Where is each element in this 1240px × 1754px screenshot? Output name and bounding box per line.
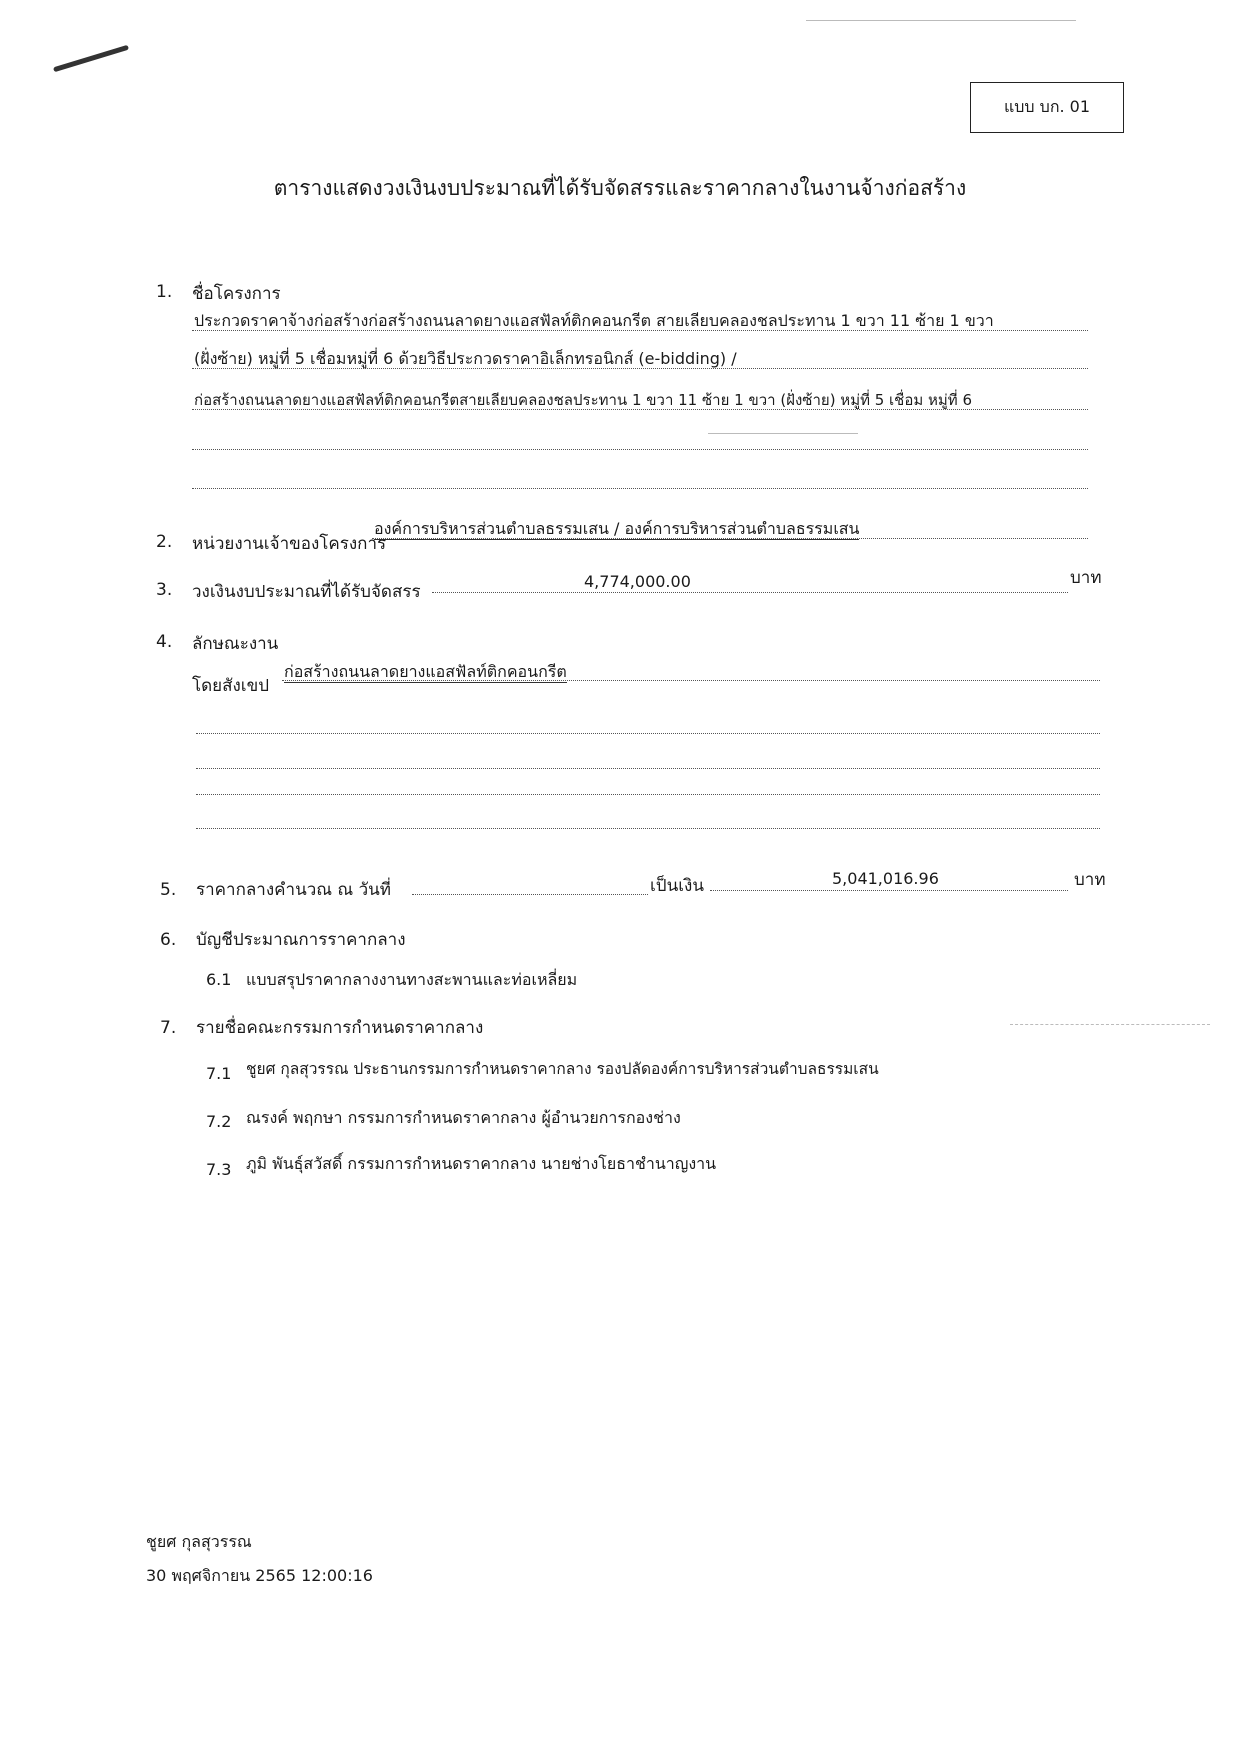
section-7-label: รายชื่อคณะกรรมการกำหนดราคากลาง [196,1018,484,1038]
committee-member: ชูยศ กุลสุวรรณ ประธานกรรมการกำหนดราคากลาง รองปลัดองค์การบริหารส่วนตำบลธรรมเสน [246,1060,879,1078]
work-summary-value: ก่อสร้างถนนลาดยางแอสฟัลท์ติกคอนกรีต [284,662,567,681]
form-code-box [970,82,1124,133]
section-4-number: 4. [156,632,173,652]
section-3-number: 3. [156,580,173,600]
summary-sub-label: โดยสังเขป [192,676,270,696]
scan-artifact-line [708,433,858,434]
estimate-item-text: แบบสรุปราคากลางงานทางสะพานและท่อเหลี่ยม [246,970,578,989]
section-3-label: วงเงินงบประมาณที่ได้รับจัดสรร [192,582,421,602]
section-1-label: ชื่อโครงการ [192,284,281,304]
project-name-line-1: ประกวดราคาจ้างก่อสร้างก่อสร้างถนนลาดยางแอสฟัลท์ติกคอนกรีต สายเลียบคลองชลประทาน 1 ขวา 11 ซ้าย 1 ขวา [194,311,994,330]
budget-unit: บาท [1070,568,1102,588]
footer-datetime: 30 พฤศจิกายน 2565 12:00:16 [146,1566,373,1585]
section-6-number: 6. [160,930,177,950]
item-number: 7.3 [206,1160,232,1179]
item-number: 7.2 [206,1112,232,1131]
section-6-label: บัญชีประมาณการราคากลาง [196,930,406,950]
dotted-line [412,894,648,895]
scan-artifact-line [1010,1024,1210,1025]
committee-member: ภูมิ พันธุ์สวัสดิ์ กรรมการกำหนดราคากลาง นายช่างโยธาชำนาญงาน [246,1154,717,1173]
project-name-line-2: (ฝั่งซ้าย) หมู่ที่ 5 เชื่อมหมู่ที่ 6 ด้วยวิธีประกวดราคาอิเล็กทรอนิกส์ (e-bidding) / [194,349,737,368]
project-owner-value: องค์การบริหารส่วนตำบลธรรมเสน / องค์การบริหารส่วนตำบลธรรมเสน [374,519,860,538]
section-1-number: 1. [156,282,173,302]
median-price-amount: 5,041,016.96 [832,869,939,888]
scan-artifact-line [806,20,1076,21]
dotted-line [196,828,1100,829]
form-code: แบบ บก. 01 [1003,97,1091,116]
section-7-number: 7. [160,1018,177,1038]
dotted-line [196,733,1100,734]
item-number: 6.1 [206,970,232,989]
committee-member: ณรงค์ พฤกษา กรรมการกำหนดราคากลาง ผู้อำนวยการกองช่าง [246,1108,681,1127]
item-number: 7.1 [206,1064,232,1083]
dotted-line [710,890,1068,891]
dotted-line [192,449,1088,450]
section-5-label: ราคากลางคำนวณ ณ วันที่ [196,880,391,900]
dotted-line [196,768,1100,769]
project-name-line-3: ก่อสร้างถนนลาดยางแอสฟัลท์ติกคอนกรีตสายเลียบคลองชลประทาน 1 ขวา 11 ซ้าย 1 ขวา (ฝั่งซ้าย) หมู่ที่ 5 เชื่อม หมู่ที่ 6 [194,391,973,409]
section-2-number: 2. [156,532,173,552]
median-price-unit: บาท [1074,870,1106,890]
dotted-line [432,592,1068,593]
dotted-line [196,794,1100,795]
document-title: ตารางแสดงวงเงินงบประมาณที่ได้รับจัดสรรและราคากลางในงานจ้างก่อสร้าง [273,176,967,200]
pen-mark-artifact [53,45,129,73]
dotted-line [192,488,1088,489]
footer-signer: ชูยศ กุลสุวรรณ [146,1532,252,1551]
amount-label: เป็นเงิน [650,876,704,896]
section-2-label: หน่วยงานเจ้าของโครงการ [192,534,387,554]
section-4-label: ลักษณะงาน [192,634,279,654]
budget-amount: 4,774,000.00 [584,572,691,591]
section-5-number: 5. [160,880,177,900]
